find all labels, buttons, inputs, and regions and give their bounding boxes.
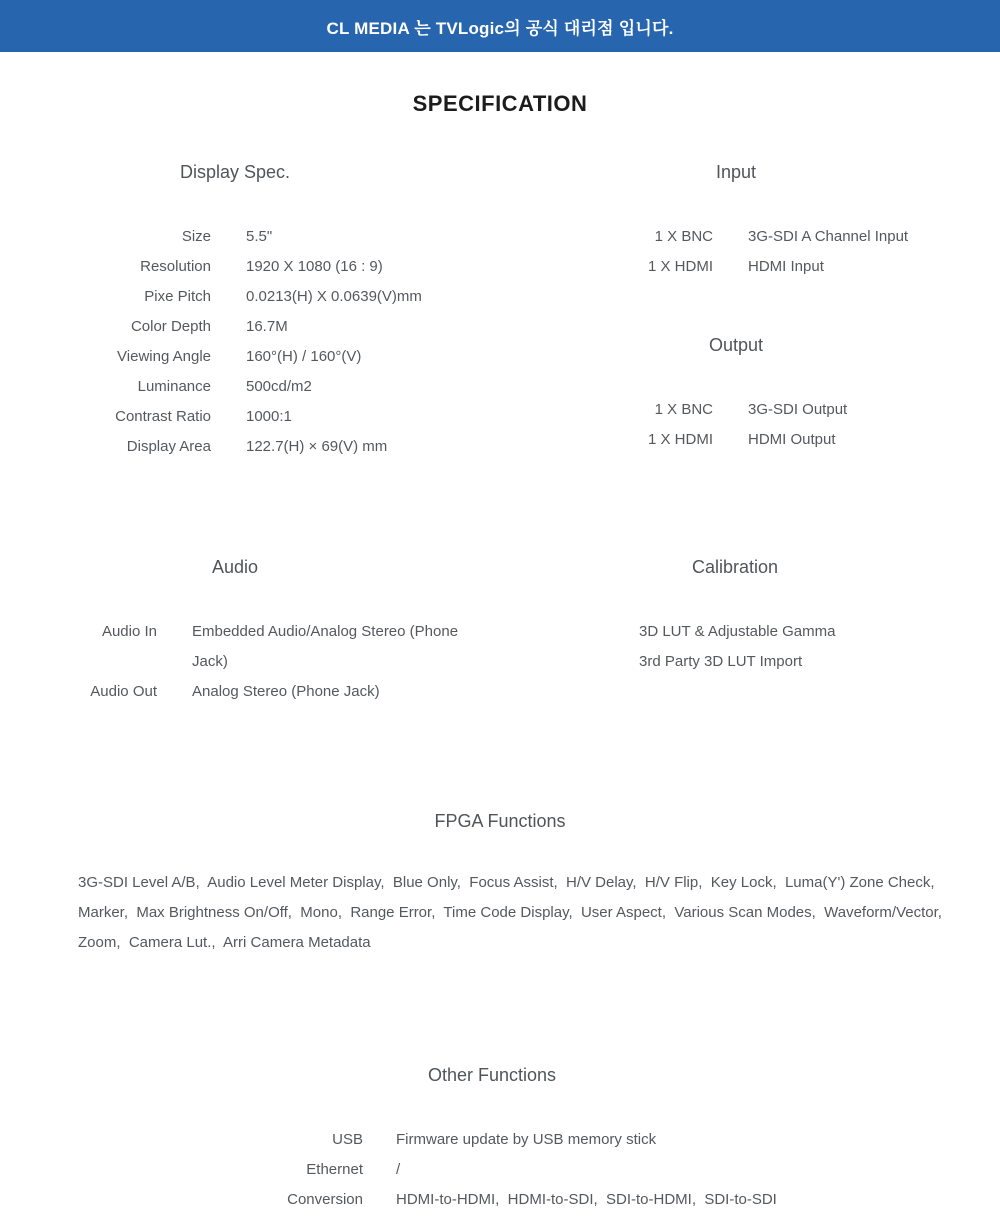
other-row-usb bbox=[0, 1125, 984, 1155]
input-row-bnc bbox=[500, 222, 972, 252]
fpga-line: Zoom, Camera Lut., Arri Camera Metadata bbox=[78, 934, 371, 951]
spec-label: Luminance bbox=[137, 378, 211, 395]
spec-label: 1 X BNC bbox=[654, 228, 713, 245]
section-output bbox=[500, 333, 972, 455]
fpga-title: FPGA Functions bbox=[434, 811, 566, 831]
fpga-line: 3G-SDI Level A/B, Audio Level Meter Display, Blue Only, Focus Assist, H/V Delay, H/V Flip, Key Lock, Luma(Y') Zone Check, bbox=[78, 874, 935, 891]
spec-label: Viewing Angle bbox=[117, 348, 211, 365]
spec-row-size bbox=[0, 222, 470, 252]
audio-rows bbox=[0, 617, 470, 707]
spec-value: 1000:1 bbox=[246, 408, 292, 425]
spec-label: 1 X HDMI bbox=[647, 258, 713, 275]
output-rows bbox=[500, 395, 972, 455]
audio-title: Audio bbox=[211, 557, 259, 577]
spec-value: Embedded Audio/Analog Stereo (Phone Jack) bbox=[192, 623, 463, 670]
spec-value: 122.7(H) × 69(V) mm bbox=[246, 438, 388, 455]
spec-label: 1 X BNC bbox=[654, 401, 713, 418]
spec-label: Audio Out bbox=[90, 683, 157, 700]
fpga-lines bbox=[0, 868, 1000, 958]
spec-value: Firmware update by USB memory stick bbox=[396, 1131, 657, 1148]
spec-row-luminance bbox=[0, 372, 470, 402]
spec-label: Conversion bbox=[287, 1191, 363, 1208]
output-row-bnc bbox=[500, 395, 972, 425]
spec-value: HDMI Output bbox=[748, 431, 836, 448]
spec-label: USB bbox=[332, 1131, 363, 1148]
output-title: Output bbox=[708, 335, 764, 355]
calibration-line: 3D LUT & Adjustable Gamma bbox=[639, 623, 836, 640]
spec-value: / bbox=[396, 1161, 401, 1178]
spec-label: Pixe Pitch bbox=[144, 288, 211, 305]
spec-label: Ethernet bbox=[306, 1161, 363, 1178]
banner-text: CL MEDIA 는 TVLogic의 공식 대리점 입니다. bbox=[326, 18, 674, 38]
section-other-functions bbox=[0, 1063, 984, 1215]
spec-row-pixe-pitch bbox=[0, 282, 470, 312]
spec-row-viewing-angle bbox=[0, 342, 470, 372]
other-row-ethernet bbox=[0, 1155, 984, 1185]
other-functions-rows bbox=[0, 1125, 984, 1215]
output-row-hdmi bbox=[500, 425, 972, 455]
calibration-lines bbox=[500, 617, 970, 677]
spec-value: 3G-SDI Output bbox=[748, 401, 848, 418]
page-title: SPECIFICATION bbox=[412, 91, 588, 116]
section-audio bbox=[0, 555, 470, 707]
calibration-line: 3rd Party 3D LUT Import bbox=[639, 653, 803, 670]
section-fpga-functions bbox=[0, 809, 1000, 958]
spec-value: 16.7M bbox=[246, 318, 288, 335]
fpga-line: Marker, Max Brightness On/Off, Mono, Range Error, Time Code Display, User Aspect, Various Scan Modes, Waveform/Vector, bbox=[78, 904, 942, 921]
audio-row-out bbox=[0, 677, 470, 707]
display-spec-title: Display Spec. bbox=[179, 162, 291, 182]
spec-value: 0.0213(H) X 0.0639(V)mm bbox=[246, 288, 422, 305]
spec-row-resolution bbox=[0, 252, 470, 282]
spec-value: Analog Stereo (Phone Jack) bbox=[192, 683, 380, 700]
top-banner bbox=[0, 0, 1000, 52]
spec-label: Resolution bbox=[140, 258, 211, 275]
spec-row-display-area bbox=[0, 432, 470, 462]
audio-row-in bbox=[0, 617, 470, 677]
section-input bbox=[500, 160, 972, 282]
spec-label: Display Area bbox=[126, 438, 211, 455]
calibration-title: Calibration bbox=[691, 557, 779, 577]
spec-value: 500cd/m2 bbox=[246, 378, 312, 395]
spec-row-contrast-ratio bbox=[0, 402, 470, 432]
other-row-conversion bbox=[0, 1185, 984, 1215]
input-rows bbox=[500, 222, 972, 282]
spec-value: 1920 X 1080 (16 : 9) bbox=[246, 258, 383, 275]
spec-label: Audio In bbox=[101, 623, 157, 640]
spec-value: HDMI-to-HDMI, HDMI-to-SDI, SDI-to-HDMI, SDI-to-SDI bbox=[396, 1191, 777, 1208]
spec-value: 160°(H) / 160°(V) bbox=[246, 348, 362, 365]
spec-label: Size bbox=[181, 228, 211, 245]
spec-value: 5.5" bbox=[246, 228, 273, 245]
spec-value: 3G-SDI A Channel Input bbox=[748, 228, 909, 245]
input-title: Input bbox=[715, 162, 757, 182]
spec-row-color-depth bbox=[0, 312, 470, 342]
spec-label: Contrast Ratio bbox=[115, 408, 211, 425]
section-calibration bbox=[500, 555, 970, 677]
spec-label: Color Depth bbox=[130, 318, 211, 335]
section-display-spec bbox=[0, 160, 470, 462]
input-row-hdmi bbox=[500, 252, 972, 282]
display-spec-rows bbox=[0, 222, 470, 462]
other-functions-title: Other Functions bbox=[427, 1065, 557, 1085]
spec-value: HDMI Input bbox=[748, 258, 824, 275]
spec-label: 1 X HDMI bbox=[647, 431, 713, 448]
